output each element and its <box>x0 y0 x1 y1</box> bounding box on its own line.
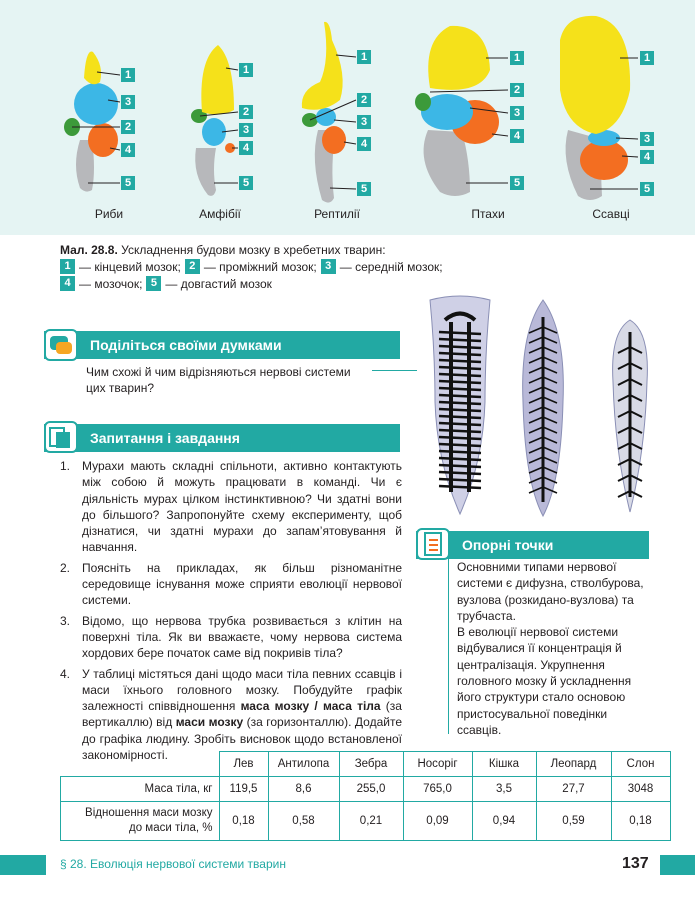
question-number: 1. <box>60 459 71 473</box>
mammal-brain <box>560 16 638 200</box>
table-cell: 765,0 <box>403 777 472 802</box>
row-label: Маса тіла, кг <box>61 777 220 802</box>
fish-brain <box>64 52 120 192</box>
question-4-part-1: У таблиці містяться дані щодо маси тіла певних ссавців і маси їхнього головного мозку. Побудуйте графік залежності співвідношення <box>82 666 402 714</box>
column-header: Носоріг <box>403 752 472 777</box>
question-number: 4. <box>60 666 71 681</box>
planarian-illustration <box>430 296 490 514</box>
legend-label-4: — мозочок; <box>79 276 143 291</box>
bird-label-1: 1 <box>510 51 524 65</box>
mammal-label-5: 5 <box>640 182 654 196</box>
amphibian-label-4: 4 <box>239 141 253 155</box>
column-header: Антилопа <box>268 752 339 777</box>
share-question-line-1: Чим схожі й чим відрізняються нервові системи <box>86 365 351 379</box>
nervous-systems-illustration <box>415 292 675 522</box>
footer-section-title: § 28. Еволюція нервової системи тварин <box>60 857 286 871</box>
caption-title: Мал. 28.8. <box>60 243 118 257</box>
column-header: Зебра <box>339 752 403 777</box>
legend-badge-2: 2 <box>185 259 200 274</box>
fish-label-1: 1 <box>121 68 135 82</box>
reptile-label-3: 3 <box>357 115 371 129</box>
questions-heading: Запитання і завдання <box>44 424 400 452</box>
mammal-label-4: 4 <box>640 150 654 164</box>
table-cell: 119,5 <box>219 777 268 802</box>
column-header: Лев <box>219 752 268 777</box>
share-question-line-2: цих тварин? <box>86 381 154 395</box>
column-header: Кішка <box>472 752 536 777</box>
bird-brain <box>415 26 508 196</box>
question-4-bold-1: маса мозку / маса тіла <box>240 699 381 714</box>
key-points-heading: Опорні точки <box>416 531 649 559</box>
page-footer <box>0 855 695 875</box>
share-heading: Поділіться своїми думками <box>44 331 400 359</box>
question-4-part-3: (за горизонталлю). Додайте до графіка людину. Зробіть висновок щодо встановленої закономірності. <box>82 715 402 763</box>
legend-badge-5: 5 <box>146 276 161 291</box>
table-cell: 8,6 <box>268 777 339 802</box>
amphibian-label-2: 2 <box>239 105 253 119</box>
figure-panel <box>0 0 695 235</box>
fish-label-5: 5 <box>121 176 135 190</box>
data-table-wrap <box>60 751 671 841</box>
row-label <box>61 802 220 841</box>
table-row <box>61 777 671 802</box>
table-header-row <box>61 752 671 777</box>
fish-label-2: 2 <box>121 120 135 134</box>
legend-label-1: — кінцевий мозок; <box>79 259 181 274</box>
column-header: Слон <box>611 752 670 777</box>
legend-badge-1: 1 <box>60 259 75 274</box>
table-cell: 0,09 <box>403 802 472 841</box>
amphibian-label-1: 1 <box>239 63 253 77</box>
question-4 <box>60 666 402 764</box>
table-cell: 0,18 <box>611 802 670 841</box>
amphibian-label-5: 5 <box>239 176 253 190</box>
key-point-2: В еволюції нервової системи відбувалися її концентрація й централізація. Укрупнення головного мозку й ускладнення його структури стало основою пристосувальної поведінки ссавців. <box>457 625 632 737</box>
table-corner <box>61 752 220 777</box>
row-label-line-2: до маси тіла, % <box>128 822 213 834</box>
caption-legend-row-2 <box>60 275 490 292</box>
question-text: Відомо, що нервова трубка розвивається з клітин на поверхні тіла. Як ви вважаєте, чому нервова система хордових бере початок саме від покривів тіла? <box>82 613 402 661</box>
questions-list <box>60 458 402 767</box>
table-row <box>61 802 671 841</box>
reptile-label-5: 5 <box>357 182 371 196</box>
fish-label-3: 3 <box>121 95 135 109</box>
table-cell: 255,0 <box>339 777 403 802</box>
animal-label-amphibian: Амфібії <box>199 207 241 221</box>
reptile-brain <box>302 22 356 203</box>
brain-evolution-figure <box>0 0 695 235</box>
annelid-illustration <box>523 300 564 516</box>
bird-label-4: 4 <box>510 129 524 143</box>
question-4-part-2: (за вертикаллю) від <box>82 699 402 730</box>
table-cell: 0,18 <box>219 802 268 841</box>
legend-label-3: — середній мозок; <box>339 259 443 274</box>
question-number: 3. <box>60 613 71 628</box>
mammal-data-table <box>60 751 671 841</box>
question-3 <box>60 613 402 662</box>
legend-badge-4: 4 <box>60 276 75 291</box>
caption-legend-row-1 <box>60 258 490 275</box>
chat-icon <box>44 329 78 361</box>
table-cell: 3,5 <box>472 777 536 802</box>
table-cell: 0,58 <box>268 802 339 841</box>
caption-text: Ускладнення будови мозку в хребетних тварин: <box>121 243 386 257</box>
checklist-icon <box>416 528 450 560</box>
key-points-body <box>448 559 648 737</box>
notebook-icon <box>44 421 78 453</box>
table-cell: 0,59 <box>536 802 611 841</box>
question-text <box>82 666 402 764</box>
footer-bar-left <box>0 855 46 875</box>
reptile-label-4: 4 <box>357 137 371 151</box>
row-label-line-1: Відношення маси мозку <box>85 807 213 819</box>
footer-bar-right <box>660 855 695 875</box>
legend-label-5: — довгастий мозок <box>165 276 272 291</box>
figure-caption <box>60 242 490 292</box>
legend-label-2: — проміжний мозок; <box>203 259 317 274</box>
column-header: Леопард <box>536 752 611 777</box>
table-cell: 0,21 <box>339 802 403 841</box>
amphibian-brain <box>191 45 238 196</box>
reptile-label-2: 2 <box>357 93 371 107</box>
question-4-bold-2: маси мозку <box>175 715 244 730</box>
animal-label-reptile: Рептилії <box>314 207 360 221</box>
page-number: 137 <box>622 855 649 872</box>
table-cell: 3048 <box>611 777 670 802</box>
bird-label-5: 5 <box>510 176 524 190</box>
reptile-label-1: 1 <box>357 50 371 64</box>
mammal-label-3: 3 <box>640 132 654 146</box>
animal-label-bird: Птахи <box>471 207 505 221</box>
question-number: 2. <box>60 560 71 575</box>
question-1 <box>60 458 402 556</box>
bird-label-2: 2 <box>510 83 524 97</box>
question-2 <box>60 560 402 609</box>
arthropod-illustration <box>613 320 648 512</box>
animal-label-fish: Риби <box>94 207 124 221</box>
bird-label-3: 3 <box>510 106 524 120</box>
amphibian-label-3: 3 <box>239 123 253 137</box>
table-cell: 0,94 <box>472 802 536 841</box>
share-question <box>86 364 351 396</box>
pointer-line <box>372 370 417 371</box>
legend-badge-3: 3 <box>321 259 336 274</box>
key-point-1: Основними типами нервової системи є дифузна, стволбурова, вузлова (розкидано-вузлова) та трубчаста. <box>457 560 644 623</box>
fish-label-4: 4 <box>121 143 135 157</box>
question-text: Поясніть на прикладах, як більш різноманітне середовище існування може сприяти еволюції нервової системи. <box>82 560 402 608</box>
mammal-label-1: 1 <box>640 51 654 65</box>
question-text: Мурахи мають складні спільноти, активно контактують між собою й можуть працювати в команді. Чи є діяльність мурах цілком інстинктивною? Чи здатні вони до більшого? Запропонуйте схему експерименту, щоб дізнатися, чи здатні мурахи до запам’ятовування й навчання. <box>82 459 402 555</box>
animal-label-mammal: Ссавці <box>592 207 630 221</box>
table-cell: 27,7 <box>536 777 611 802</box>
